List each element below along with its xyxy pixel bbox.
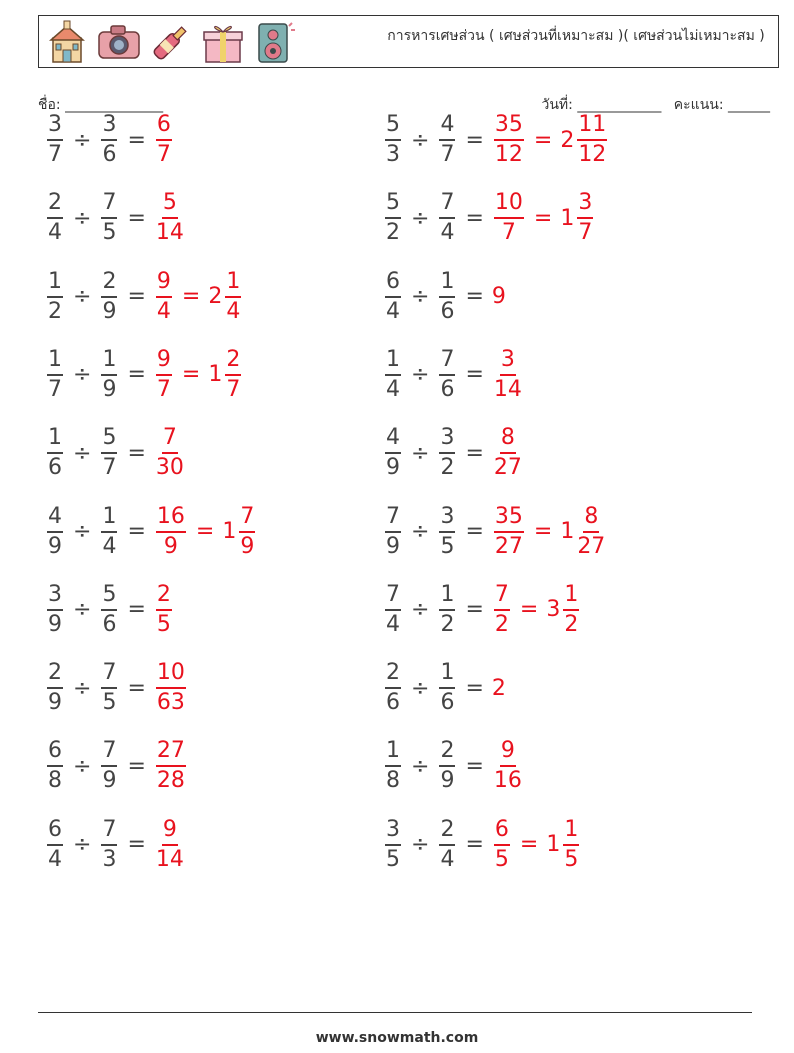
score-field-label: คะแนน: ______ bbox=[673, 97, 770, 113]
numerator: 7 bbox=[494, 582, 510, 611]
problem-item bbox=[383, 262, 506, 332]
numerator: 2 bbox=[47, 190, 63, 219]
denominator: 27 bbox=[493, 455, 522, 481]
numerator: 10 bbox=[494, 190, 524, 219]
divide-sign: ÷ bbox=[73, 597, 92, 623]
mixed-fraction-part bbox=[577, 504, 605, 560]
denominator: 2 bbox=[440, 455, 455, 481]
answer-fraction bbox=[156, 582, 172, 638]
divisor-fraction bbox=[439, 582, 455, 638]
footer-divider bbox=[38, 1012, 752, 1013]
denominator: 8 bbox=[48, 768, 62, 794]
divisor-fraction bbox=[439, 112, 455, 168]
divisor-fraction bbox=[439, 269, 455, 325]
speaker-icon bbox=[253, 20, 297, 64]
denominator: 9 bbox=[440, 768, 455, 794]
numerator: 7 bbox=[162, 425, 178, 454]
denominator: 8 bbox=[386, 768, 400, 794]
numerator: 27 bbox=[156, 738, 186, 767]
numerator: 9 bbox=[156, 269, 172, 298]
problem-item bbox=[383, 653, 506, 723]
gift-box-icon bbox=[201, 20, 245, 64]
numerator: 1 bbox=[225, 269, 241, 298]
denominator: 2 bbox=[494, 611, 509, 637]
denominator: 2 bbox=[48, 298, 62, 324]
equals-sign: = bbox=[465, 753, 484, 779]
denominator: 3 bbox=[102, 846, 117, 872]
divide-sign: ÷ bbox=[73, 205, 92, 231]
mixed-fraction-part bbox=[225, 347, 241, 403]
denominator: 6 bbox=[440, 298, 455, 324]
equals-sign: = bbox=[533, 205, 553, 231]
denominator: 6 bbox=[440, 690, 455, 716]
mixed-fraction-part bbox=[563, 582, 579, 638]
divide-sign: ÷ bbox=[73, 440, 92, 466]
numerator: 11 bbox=[577, 112, 607, 141]
divide-sign: ÷ bbox=[73, 753, 92, 779]
numerator: 35 bbox=[494, 504, 524, 533]
denominator: 14 bbox=[155, 220, 184, 246]
denominator: 27 bbox=[577, 533, 606, 559]
numerator: 9 bbox=[500, 738, 516, 767]
denominator: 4 bbox=[440, 220, 455, 246]
denominator: 16 bbox=[493, 768, 522, 794]
dividend-fraction bbox=[385, 425, 401, 481]
equals-sign: = bbox=[127, 205, 146, 231]
numerator: 2 bbox=[225, 347, 241, 376]
mixed-whole-part: 2 bbox=[560, 127, 575, 153]
equals-sign: = bbox=[465, 284, 484, 310]
numerator: 3 bbox=[47, 112, 63, 141]
denominator: 12 bbox=[578, 142, 607, 167]
worksheet-title: การหารเศษส่วน ( เศษส่วนที่เหมาะสม )( เศษส่วนไม่เหมาะสม ) bbox=[387, 28, 765, 44]
problem-item bbox=[45, 262, 243, 332]
mixed-fraction-part bbox=[563, 817, 579, 873]
denominator: 27 bbox=[494, 533, 523, 559]
numerator: 1 bbox=[563, 817, 579, 846]
numerator: 5 bbox=[385, 190, 401, 219]
problem-item bbox=[383, 497, 607, 567]
answer-fraction bbox=[494, 817, 510, 873]
mixed-whole-part: 3 bbox=[546, 597, 561, 623]
denominator: 9 bbox=[48, 690, 62, 716]
numerator: 2 bbox=[47, 660, 63, 689]
answer-fraction bbox=[494, 425, 522, 481]
denominator: 4 bbox=[386, 611, 400, 637]
equals-sign: = bbox=[465, 519, 484, 544]
numerator: 1 bbox=[47, 425, 63, 454]
answer-whole: 2 bbox=[491, 675, 506, 701]
denominator: 28 bbox=[156, 768, 185, 794]
problem-item bbox=[383, 731, 524, 801]
answer-fraction bbox=[494, 582, 510, 638]
church-icon bbox=[45, 20, 89, 64]
denominator: 14 bbox=[155, 846, 184, 872]
divide-sign: ÷ bbox=[411, 675, 430, 701]
problem-item bbox=[45, 418, 186, 488]
dividend-fraction bbox=[47, 347, 63, 403]
dividend-fraction bbox=[385, 660, 401, 716]
denominator: 4 bbox=[48, 846, 62, 872]
mixed-fraction-part bbox=[577, 190, 593, 246]
numerator: 7 bbox=[101, 660, 117, 689]
denominator: 6 bbox=[102, 142, 117, 167]
numerator: 1 bbox=[47, 347, 63, 376]
answer-fraction bbox=[156, 738, 186, 794]
problem-item bbox=[45, 653, 188, 723]
numerator: 4 bbox=[385, 425, 401, 454]
problem-item bbox=[383, 183, 595, 253]
numerator: 1 bbox=[439, 660, 455, 689]
numerator: 35 bbox=[494, 112, 524, 141]
answer-fraction bbox=[156, 190, 184, 246]
numerator: 9 bbox=[162, 817, 178, 846]
mixed-whole-part: 1 bbox=[560, 519, 575, 544]
numerator: 7 bbox=[439, 190, 455, 219]
denominator: 7 bbox=[48, 376, 62, 402]
numerator: 3 bbox=[577, 190, 593, 219]
denominator: 5 bbox=[564, 846, 579, 872]
numerator: 3 bbox=[385, 817, 401, 846]
numerator: 10 bbox=[156, 660, 186, 689]
problem-item bbox=[383, 418, 524, 488]
denominator: 4 bbox=[386, 298, 400, 324]
dividend-fraction bbox=[385, 190, 401, 246]
equals-sign: = bbox=[465, 440, 484, 466]
equals-sign: = bbox=[127, 284, 146, 310]
header-icons bbox=[45, 20, 297, 64]
divisor-fraction bbox=[101, 504, 117, 560]
denominator: 2 bbox=[386, 220, 400, 246]
problem-item bbox=[45, 105, 174, 175]
mixed-whole-part: 1 bbox=[560, 205, 575, 231]
numerator: 2 bbox=[385, 660, 401, 689]
divisor-fraction bbox=[439, 425, 455, 481]
numerator: 3 bbox=[439, 425, 455, 454]
denominator: 6 bbox=[102, 611, 117, 637]
denominator: 9 bbox=[48, 611, 62, 637]
camera-icon bbox=[97, 20, 141, 64]
mixed-whole-part: 1 bbox=[546, 832, 561, 858]
answer-fraction bbox=[156, 425, 184, 481]
numerator: 6 bbox=[494, 817, 510, 846]
equals-sign: = bbox=[127, 753, 146, 779]
denominator: 6 bbox=[440, 376, 455, 402]
denominator: 7 bbox=[578, 220, 593, 246]
equals-sign: = bbox=[465, 832, 484, 858]
divide-sign: ÷ bbox=[73, 832, 92, 858]
denominator: 9 bbox=[386, 533, 400, 559]
numerator: 7 bbox=[385, 504, 401, 533]
denominator: 4 bbox=[156, 298, 171, 324]
denominator: 30 bbox=[155, 455, 184, 481]
denominator: 7 bbox=[156, 376, 171, 402]
numerator: 1 bbox=[439, 269, 455, 298]
denominator: 4 bbox=[226, 298, 241, 324]
denominator: 5 bbox=[494, 846, 509, 872]
numerator: 2 bbox=[439, 738, 455, 767]
dividend-fraction bbox=[47, 504, 63, 560]
answer-whole: 9 bbox=[491, 284, 506, 310]
dividend-fraction bbox=[47, 582, 63, 638]
denominator: 7 bbox=[102, 455, 117, 481]
numerator: 3 bbox=[101, 112, 117, 141]
dividend-fraction bbox=[385, 269, 401, 325]
numerator: 6 bbox=[156, 112, 172, 141]
champagne-bottle-icon bbox=[149, 20, 193, 64]
dividend-fraction bbox=[47, 817, 63, 873]
answer-fraction bbox=[494, 738, 522, 794]
denominator: 9 bbox=[102, 376, 117, 402]
denominator: 2 bbox=[564, 611, 579, 637]
equals-sign: = bbox=[195, 519, 215, 544]
denominator: 2 bbox=[440, 611, 455, 637]
divisor-fraction bbox=[439, 504, 455, 560]
divide-sign: ÷ bbox=[411, 519, 430, 544]
numerator: 3 bbox=[500, 347, 516, 376]
denominator: 7 bbox=[501, 220, 516, 246]
divide-sign: ÷ bbox=[411, 205, 430, 231]
divisor-fraction bbox=[439, 817, 455, 873]
problem-item bbox=[383, 105, 609, 175]
equals-sign: = bbox=[533, 127, 553, 153]
numerator: 1 bbox=[101, 347, 117, 376]
numerator: 7 bbox=[101, 817, 117, 846]
denominator: 9 bbox=[102, 298, 117, 324]
numerator: 9 bbox=[156, 347, 172, 376]
equals-sign: = bbox=[465, 362, 484, 388]
denominator: 7 bbox=[226, 376, 241, 402]
dividend-fraction bbox=[385, 817, 401, 873]
worksheet-header bbox=[38, 15, 779, 68]
problem-item bbox=[45, 731, 188, 801]
answer-fraction bbox=[494, 347, 522, 403]
denominator: 14 bbox=[493, 376, 522, 402]
problem-item bbox=[45, 340, 243, 410]
denominator: 7 bbox=[440, 142, 455, 167]
equals-sign: = bbox=[533, 519, 553, 544]
numerator: 16 bbox=[156, 504, 186, 533]
divide-sign: ÷ bbox=[73, 519, 92, 544]
dividend-fraction bbox=[385, 582, 401, 638]
numerator: 8 bbox=[500, 425, 516, 454]
denominator: 5 bbox=[386, 846, 400, 872]
denominator: 5 bbox=[156, 611, 171, 637]
equals-sign: = bbox=[519, 597, 539, 623]
denominator: 6 bbox=[48, 455, 62, 481]
denominator: 7 bbox=[156, 142, 171, 167]
answer-fraction bbox=[494, 504, 524, 560]
denominator: 4 bbox=[48, 220, 62, 246]
answer-fraction bbox=[494, 190, 524, 246]
denominator: 12 bbox=[494, 142, 523, 167]
mixed-fraction-part bbox=[577, 112, 607, 168]
numerator: 7 bbox=[101, 190, 117, 219]
equals-sign: = bbox=[127, 675, 146, 701]
date-field-label: วันที่: ____________ bbox=[541, 97, 662, 113]
denominator: 9 bbox=[48, 533, 62, 559]
numerator: 8 bbox=[583, 504, 599, 533]
denominator: 9 bbox=[163, 533, 178, 559]
equals-sign: = bbox=[127, 832, 146, 858]
answer-fraction bbox=[156, 112, 172, 168]
numerator: 1 bbox=[439, 582, 455, 611]
equals-sign: = bbox=[465, 597, 484, 623]
denominator: 5 bbox=[102, 220, 117, 246]
divide-sign: ÷ bbox=[411, 753, 430, 779]
problem-item bbox=[45, 183, 186, 253]
numerator: 2 bbox=[101, 269, 117, 298]
denominator: 5 bbox=[440, 533, 455, 559]
numerator: 6 bbox=[47, 738, 63, 767]
footer-website: www.snowmath.com bbox=[315, 1030, 479, 1046]
answer-fraction bbox=[156, 660, 186, 716]
denominator: 9 bbox=[386, 455, 400, 481]
dividend-fraction bbox=[47, 269, 63, 325]
problem-item bbox=[45, 497, 257, 567]
mixed-fraction-part bbox=[239, 504, 255, 560]
problem-item bbox=[383, 575, 581, 645]
numerator: 1 bbox=[385, 738, 401, 767]
equals-sign: = bbox=[465, 675, 484, 701]
name-field-label: ชื่อ: ______________ bbox=[38, 97, 164, 113]
numerator: 6 bbox=[385, 269, 401, 298]
mixed-whole-part: 1 bbox=[208, 362, 223, 388]
divisor-fraction bbox=[101, 425, 117, 481]
numerator: 7 bbox=[239, 504, 255, 533]
dividend-fraction bbox=[385, 738, 401, 794]
divide-sign: ÷ bbox=[411, 362, 430, 388]
numerator: 5 bbox=[385, 112, 401, 141]
numerator: 5 bbox=[101, 425, 117, 454]
numerator: 4 bbox=[439, 112, 455, 141]
numerator: 3 bbox=[47, 582, 63, 611]
dividend-fraction bbox=[385, 504, 401, 560]
divide-sign: ÷ bbox=[73, 362, 92, 388]
numerator: 1 bbox=[47, 269, 63, 298]
equals-sign: = bbox=[465, 205, 484, 231]
divide-sign: ÷ bbox=[411, 832, 430, 858]
divisor-fraction bbox=[101, 347, 117, 403]
divisor-fraction bbox=[101, 660, 117, 716]
divisor-fraction bbox=[101, 817, 117, 873]
divisor-fraction bbox=[101, 269, 117, 325]
denominator: 4 bbox=[102, 533, 117, 559]
equals-sign: = bbox=[181, 284, 201, 310]
equals-sign: = bbox=[127, 127, 146, 153]
answer-fraction bbox=[494, 112, 524, 168]
dividend-fraction bbox=[47, 190, 63, 246]
answer-fraction bbox=[156, 347, 172, 403]
problem-item bbox=[383, 340, 524, 410]
divide-sign: ÷ bbox=[411, 440, 430, 466]
numerator: 2 bbox=[439, 817, 455, 846]
answer-fraction bbox=[156, 269, 172, 325]
divisor-fraction bbox=[439, 660, 455, 716]
divisor-fraction bbox=[439, 347, 455, 403]
divide-sign: ÷ bbox=[411, 127, 430, 153]
answer-fraction bbox=[156, 817, 184, 873]
dividend-fraction bbox=[47, 660, 63, 716]
equals-sign: = bbox=[127, 597, 146, 623]
dividend-fraction bbox=[47, 738, 63, 794]
dividend-fraction bbox=[47, 425, 63, 481]
equals-sign: = bbox=[181, 362, 201, 388]
divisor-fraction bbox=[101, 112, 117, 168]
equals-sign: = bbox=[465, 127, 484, 153]
denominator: 9 bbox=[102, 768, 117, 794]
divisor-fraction bbox=[101, 190, 117, 246]
numerator: 7 bbox=[101, 738, 117, 767]
denominator: 9 bbox=[240, 533, 255, 559]
divide-sign: ÷ bbox=[73, 675, 92, 701]
equals-sign: = bbox=[127, 362, 146, 388]
numerator: 1 bbox=[101, 504, 117, 533]
problem-item bbox=[45, 575, 174, 645]
numerator: 7 bbox=[385, 582, 401, 611]
denominator: 4 bbox=[386, 376, 400, 402]
answer-fraction bbox=[156, 504, 186, 560]
divisor-fraction bbox=[439, 738, 455, 794]
numerator: 5 bbox=[162, 190, 178, 219]
divisor-fraction bbox=[101, 582, 117, 638]
divisor-fraction bbox=[101, 738, 117, 794]
equals-sign: = bbox=[127, 440, 146, 466]
numerator: 5 bbox=[101, 582, 117, 611]
dividend-fraction bbox=[47, 112, 63, 168]
numerator: 1 bbox=[563, 582, 579, 611]
mixed-fraction-part bbox=[225, 269, 241, 325]
dividend-fraction bbox=[385, 112, 401, 168]
equals-sign: = bbox=[127, 519, 146, 544]
divisor-fraction bbox=[439, 190, 455, 246]
numerator: 6 bbox=[47, 817, 63, 846]
denominator: 6 bbox=[386, 690, 400, 716]
numerator: 1 bbox=[385, 347, 401, 376]
mixed-whole-part: 1 bbox=[222, 519, 237, 544]
problem-item bbox=[383, 810, 581, 880]
divide-sign: ÷ bbox=[411, 597, 430, 623]
numerator: 7 bbox=[439, 347, 455, 376]
equals-sign: = bbox=[519, 832, 539, 858]
numerator: 2 bbox=[156, 582, 172, 611]
divide-sign: ÷ bbox=[411, 284, 430, 310]
divide-sign: ÷ bbox=[73, 284, 92, 310]
numerator: 3 bbox=[439, 504, 455, 533]
divide-sign: ÷ bbox=[73, 127, 92, 153]
denominator: 63 bbox=[156, 690, 185, 716]
denominator: 7 bbox=[48, 142, 62, 167]
denominator: 3 bbox=[386, 142, 400, 167]
problem-item bbox=[45, 810, 186, 880]
dividend-fraction bbox=[385, 347, 401, 403]
denominator: 4 bbox=[440, 846, 455, 872]
numerator: 4 bbox=[47, 504, 63, 533]
mixed-whole-part: 2 bbox=[208, 284, 223, 310]
denominator: 5 bbox=[102, 690, 117, 716]
